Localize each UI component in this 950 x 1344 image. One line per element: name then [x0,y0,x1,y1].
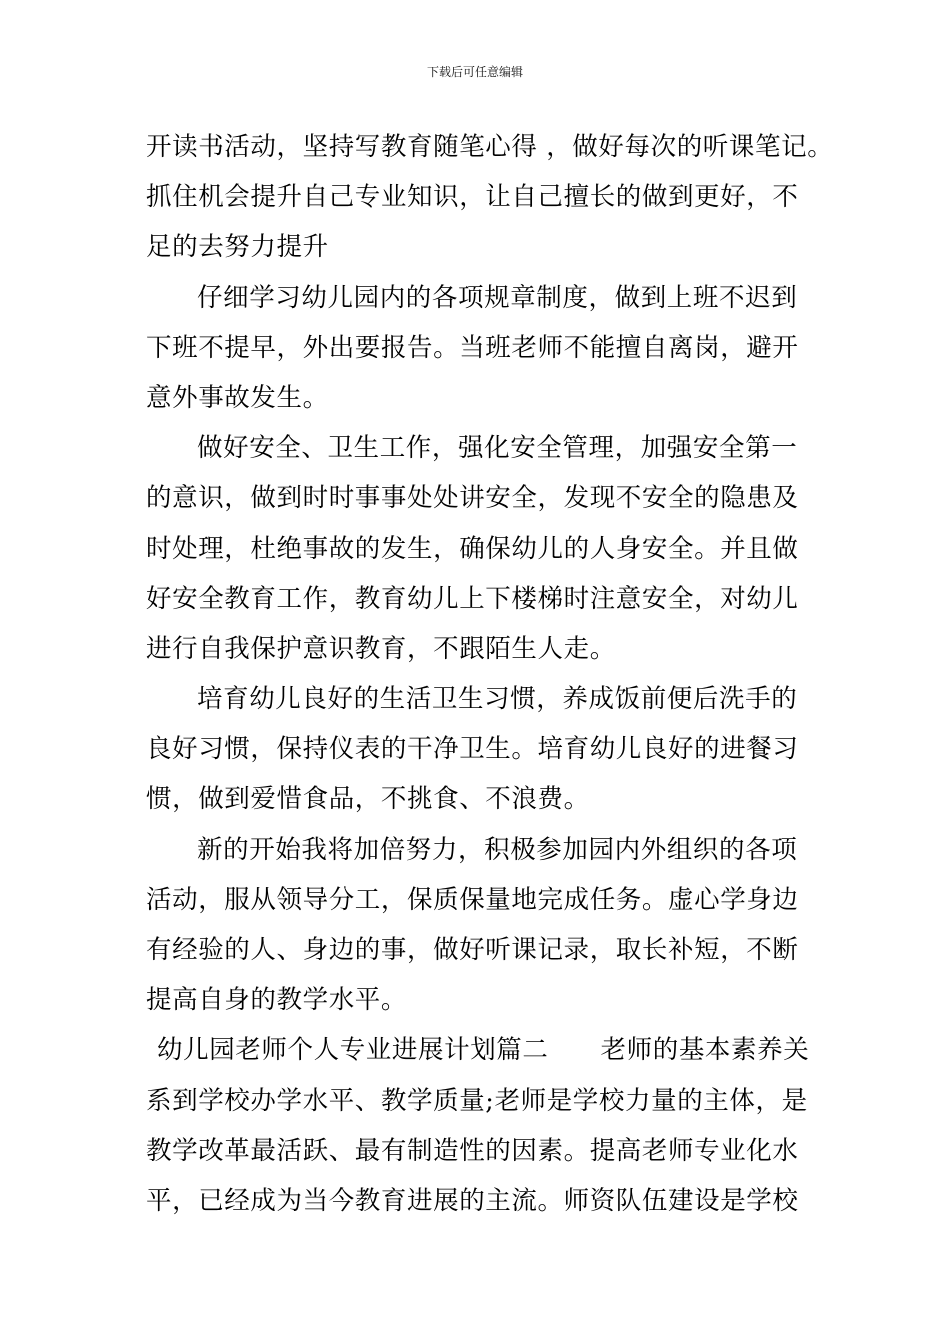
section-heading-title: 幼儿园老师个人专业进展计划篇二 [157,1035,549,1066]
text-line: 足的去努力提升 [146,232,329,263]
page-header: 下载后可任意编辑 [426,65,523,79]
section-heading-lead: 老师的基本素养关 [600,1035,810,1066]
text-line: 进行自我保护意识教育，不跟陌生人走。 [146,633,616,664]
text-line: 意外事故发生。 [146,382,329,413]
text-line: 有经验的人、身边的事，做好听课记录，取长补短，不断 [146,935,799,965]
paragraph-start-line: 做好安全、卫生工作，强化安全管理，加强安全第一 [197,433,798,464]
text-line: 的意识，做到时时事事处处讲安全，发现不安全的隐患及 [146,483,799,514]
text-line: 活动，服从领导分工，保质保量地完成任务。虚心学身边 [146,884,799,915]
paragraph-start-line: 新的开始我将加倍努力，积极参加园内外组织的各项 [197,834,798,865]
document-body [146,122,834,1226]
section-heading-line [146,1025,811,1075]
text-line: 时处理，杜绝事故的发生，确保幼儿的人身安全。并且做 [146,533,799,564]
paragraph-start-line: 培育幼儿良好的生活卫生习惯，养成饭前便后洗手的 [197,684,798,715]
paragraph-start-line: 仔细学习幼儿园内的各项规章制度，做到上班不迟到 [197,282,798,313]
text-line: 系到学校办学水平、教学质量;老师是学校力量的主体，是 [146,1085,808,1116]
text-line: 开读书活动，坚持写教育随笔心得 ，做好每次的听课笔记。 [146,132,834,162]
text-line: 良好习惯，保持仪表的干净卫生。培育幼儿良好的进餐习 [146,734,799,765]
text-line: 下班不提早，外出要报告。当班老师不能擅自离岗，避开 [146,332,799,363]
text-line: 好安全教育工作，教育幼儿上下楼梯时注意安全，对幼儿 [146,583,799,614]
text-line: 惯，做到爱惜食品，不挑食、不浪费。 [146,784,590,815]
text-line: 教学改革最活跃、最有制造性的因素。提高老师专业化水 [146,1135,799,1166]
text-line: 抓住机会提升自己专业知识，让自己擅长的做到更好，不 [146,182,799,213]
text-line: 提高自身的教学水平。 [146,985,408,1016]
text-line: 平，已经成为当今教育进展的主流。师资队伍建设是学校 [146,1185,799,1216]
